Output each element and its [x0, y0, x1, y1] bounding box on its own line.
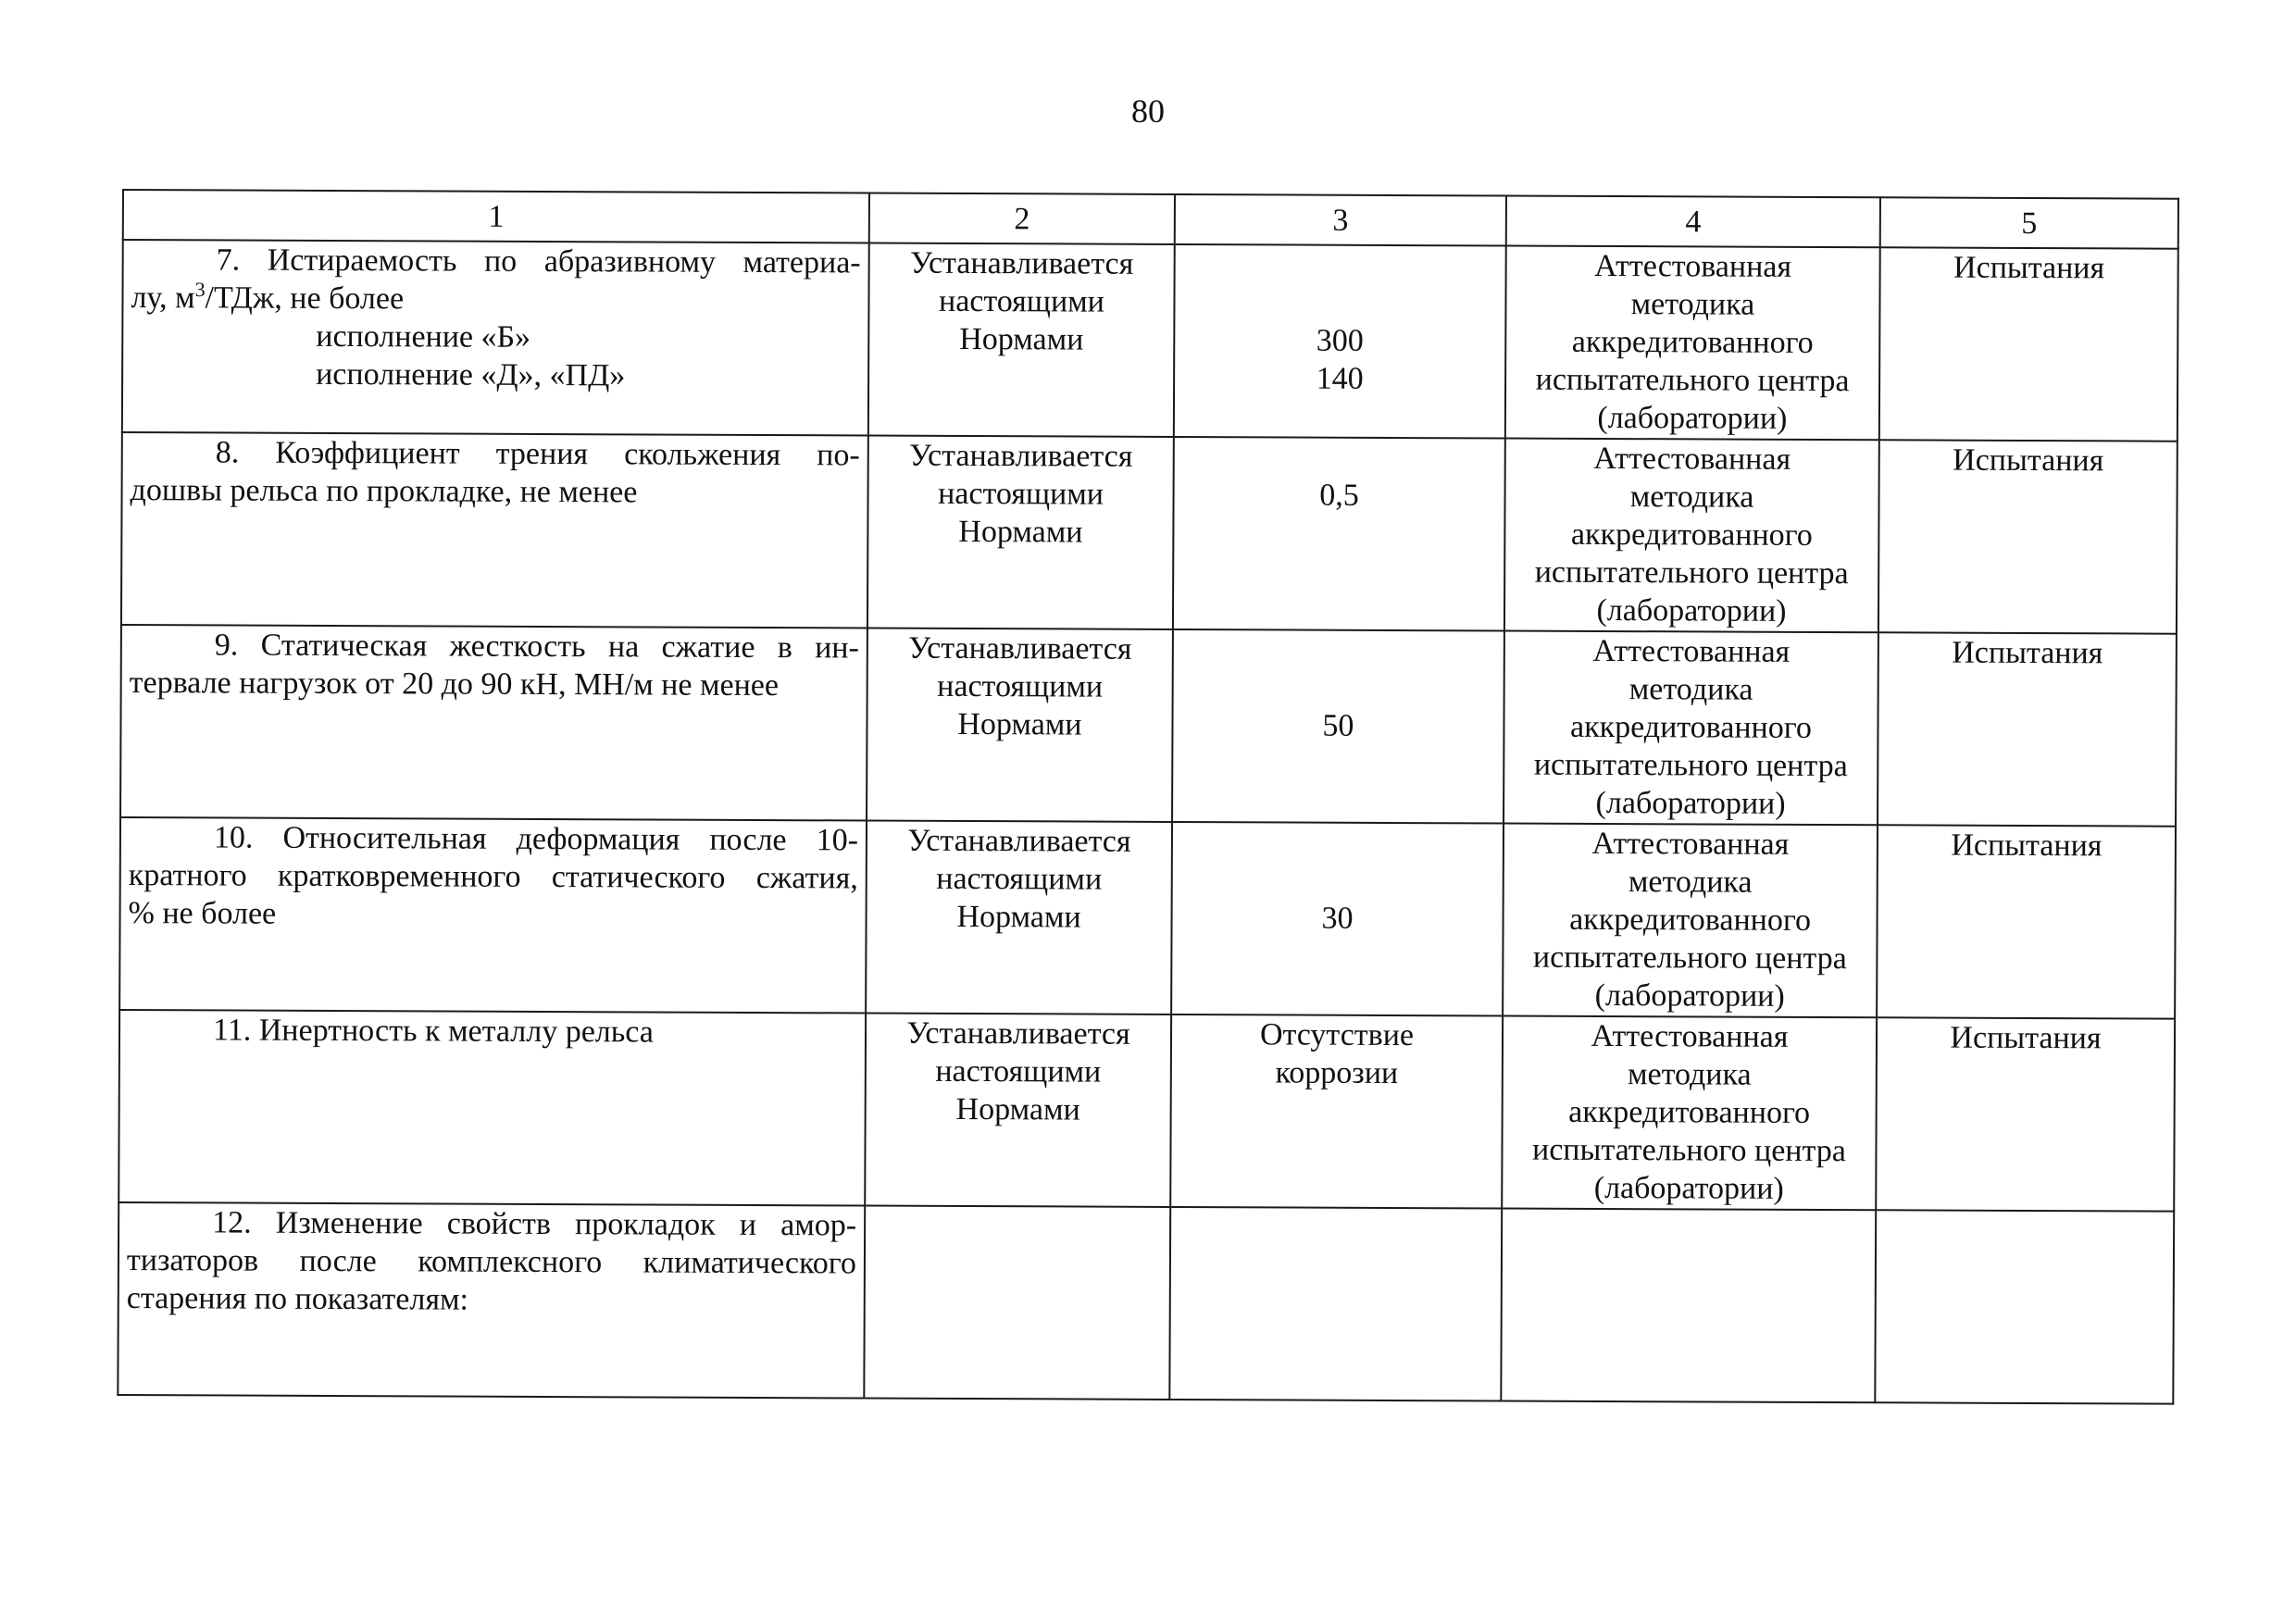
method-text: испытательного центра: [1532, 940, 1847, 977]
parameter-text: лу, $м^3$/ТДж, не более: [131, 278, 405, 317]
method-text: Аттестованная: [1592, 633, 1791, 669]
method-text: Аттестованная: [1591, 826, 1790, 862]
method-text: аккредитованного: [1569, 709, 1812, 745]
source-cell: [864, 1206, 1170, 1400]
source-cell: [867, 436, 1174, 629]
source-text: настоящими: [936, 861, 1103, 897]
value-cell: [1169, 1207, 1502, 1401]
control-cell: Испытания: [1876, 1017, 2175, 1211]
value-text: 30: [1321, 901, 1354, 936]
source-text: Нормами: [958, 514, 1083, 550]
value-text: 50: [1322, 708, 1354, 743]
column-header-5: 5: [1880, 197, 2178, 248]
table-row: [119, 817, 2176, 1019]
value-cell: [1172, 629, 1504, 824]
source-cell: [868, 243, 1175, 437]
method-text: (лаборатории): [1594, 977, 1785, 1014]
source-text: настоящими: [935, 1053, 1102, 1089]
column-header-2: 2: [869, 193, 1175, 244]
header-row: [123, 190, 2178, 249]
source-text: Устанавливается: [907, 823, 1131, 859]
value-cell: [1171, 822, 1504, 1016]
parameter-text: 8. Коэффициент трения скольжения по-: [215, 435, 860, 473]
value-text: Отсутствие: [1259, 1017, 1415, 1053]
value-text: 140: [1316, 361, 1364, 396]
value-cell: [1174, 244, 1506, 439]
method-text: методика: [1628, 672, 1753, 707]
control-cell: Испытания: [1878, 632, 2177, 826]
method-cell: [1503, 824, 1878, 1018]
variant-label: исполнение «Б»: [316, 318, 531, 355]
variant-label: исполнение «Д», «ПД»: [316, 356, 626, 393]
method-cell: [1502, 1016, 1877, 1211]
table-row: [122, 240, 2178, 442]
method-cell: [1504, 439, 1879, 633]
parameter-text: дошвы рельса по прокладке, не менее: [130, 473, 638, 510]
method-text: испытательного центра: [1531, 1132, 1846, 1169]
method-text: методика: [1629, 479, 1754, 515]
parameter-cell: [119, 1010, 866, 1206]
method-text: (лаборатории): [1595, 785, 1786, 821]
parameter-cell: [118, 1202, 865, 1399]
superscript: 3: [194, 278, 206, 302]
parameter-cell: [121, 432, 868, 629]
column-header-1: 1: [123, 190, 869, 243]
parameter-text: 10. Относительная деформация после 10-: [213, 820, 859, 858]
method-text: Аттестованная: [1593, 441, 1791, 477]
method-text: Аттестованная: [1591, 1018, 1789, 1054]
method-text: испытательного центра: [1534, 554, 1849, 591]
method-text: Аттестованная: [1594, 248, 1792, 284]
parameter-text: старения по показателям:: [126, 1281, 469, 1317]
column-header-4: 4: [1506, 196, 1880, 248]
method-text: (лаборатории): [1593, 1170, 1784, 1206]
specification-table: [117, 189, 2179, 1405]
method-text: аккредитованного: [1568, 1094, 1811, 1130]
table-row: [121, 432, 2177, 634]
value-text: 300: [1316, 323, 1364, 358]
source-text: Устанавливается: [908, 630, 1132, 666]
source-text: Нормами: [956, 899, 1081, 935]
value-text: коррозии: [1275, 1055, 1399, 1091]
parameter-text: кратного кратковременного статического сжатия,: [128, 858, 858, 896]
parameter-text: 11. Инертность к металлу рельса: [212, 1013, 654, 1050]
method-cell: [1504, 631, 1878, 826]
parameter-text: 12. Изменение свойств прокладок и амор-: [212, 1205, 857, 1243]
table-row: [119, 1010, 2175, 1212]
source-cell: [866, 821, 1172, 1014]
control-cell: Испытания: [1878, 440, 2177, 633]
page-number: 80: [1131, 93, 1165, 130]
method-cell: [1505, 246, 1880, 441]
method-text: (лаборатории): [1596, 592, 1787, 629]
parameter-cell: [119, 817, 867, 1014]
source-text: настоящими: [938, 476, 1104, 512]
control-cell: Испытания: [1877, 825, 2176, 1018]
value-text: 0,5: [1319, 478, 1359, 513]
table-row: [120, 625, 2177, 827]
source-cell: [867, 629, 1173, 822]
method-text: испытательного центра: [1533, 747, 1848, 784]
parameter-text: 7. Истираемость по абразивному материа-: [216, 243, 861, 280]
method-cell: [1501, 1209, 1876, 1403]
method-text: методика: [1627, 1057, 1752, 1092]
source-text: Устанавливается: [909, 245, 1134, 281]
source-cell: [865, 1014, 1171, 1207]
source-text: настоящими: [938, 283, 1104, 319]
source-text: Устанавливается: [906, 1015, 1130, 1052]
method-text: (лаборатории): [1597, 400, 1788, 436]
source-text: Устанавливается: [909, 438, 1133, 474]
method-text: аккредитованного: [1571, 324, 1814, 360]
column-header-3: 3: [1175, 194, 1506, 246]
parameter-text: тервале нагрузок от 20 до 90 кН, МН/м не менее: [129, 666, 780, 703]
parameter-cell: [122, 240, 869, 436]
parameter-text: тизаторов после комплексного климатического: [126, 1243, 857, 1281]
source-text: Нормами: [955, 1091, 1080, 1127]
source-text: настоящими: [937, 668, 1104, 704]
parameter-text: % не более: [128, 896, 277, 931]
control-cell: [1875, 1210, 2174, 1403]
source-text: Нормами: [957, 706, 1082, 742]
method-text: методика: [1628, 865, 1753, 900]
method-text: методика: [1630, 287, 1755, 322]
parameter-cell: [120, 625, 867, 821]
value-cell: [1173, 437, 1505, 631]
method-text: аккредитованного: [1569, 902, 1812, 938]
source-text: Нормами: [959, 321, 1084, 357]
parameter-text: 9. Статическая жесткость на сжатие в ин-: [214, 628, 859, 666]
method-text: испытательного центра: [1535, 362, 1850, 399]
value-cell: [1170, 1014, 1503, 1209]
table-row: [118, 1202, 2174, 1404]
control-cell: Испытания: [1879, 247, 2178, 441]
method-text: аккредитованного: [1570, 517, 1813, 553]
